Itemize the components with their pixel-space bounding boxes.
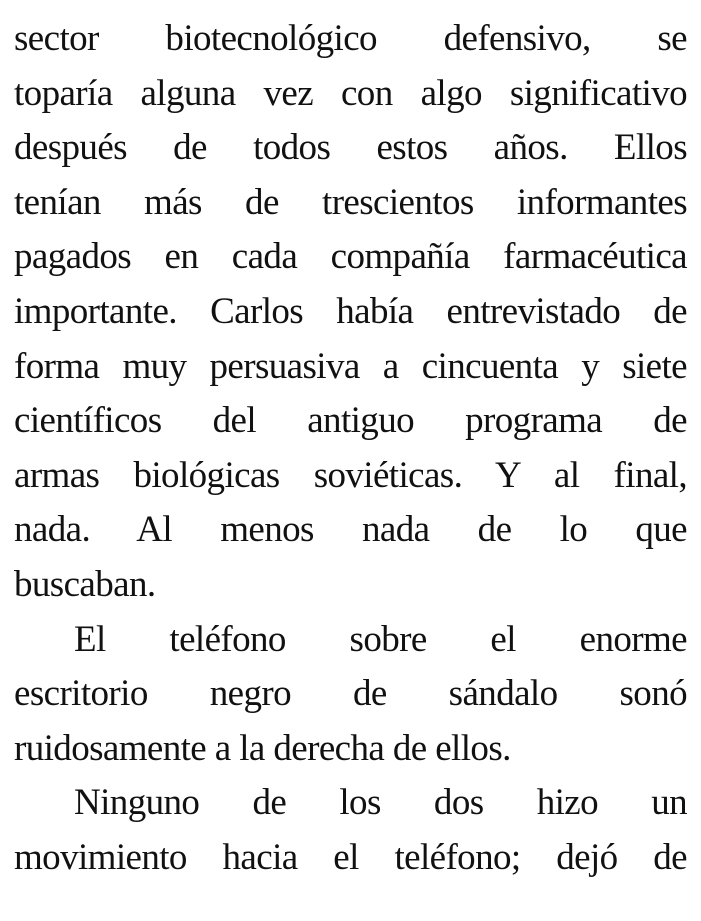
text-line: tenían más de trescientos informantes [14,181,687,223]
text-line: toparía alguna vez con algo significativo [14,72,687,114]
paragraph-3 [14,776,687,885]
text-line: movimiento hacia el teléfono; dejó de [14,836,687,878]
text-line: después de todos estos años. Ellos [14,127,687,169]
text-line: sector biotecnológico defensivo, se [14,18,687,59]
text-line: escritorio negro de sándalo sonó [14,673,687,715]
text-line: científicos del antiguo programa de [14,400,687,442]
text-line: forma muy persuasiva a cincuenta y siete [14,345,687,387]
text-line: nada. Al menos nada de lo que [14,509,687,551]
text-line: El teléfono sobre el enorme [74,618,687,660]
text-line: buscaban. [14,563,156,605]
paragraph-2 [14,613,687,777]
text-line: armas biológicas soviéticas. Y al final, [14,454,687,496]
text-line: Ninguno de los dos hizo un [74,782,687,824]
text-line: importante. Carlos había entrevistado de [14,290,687,332]
text-line: ruidosamente a la derecha de ellos. [14,727,511,769]
text-line: pagados en cada compañía farmacéutica [14,236,687,278]
paragraph-1 [14,12,687,613]
